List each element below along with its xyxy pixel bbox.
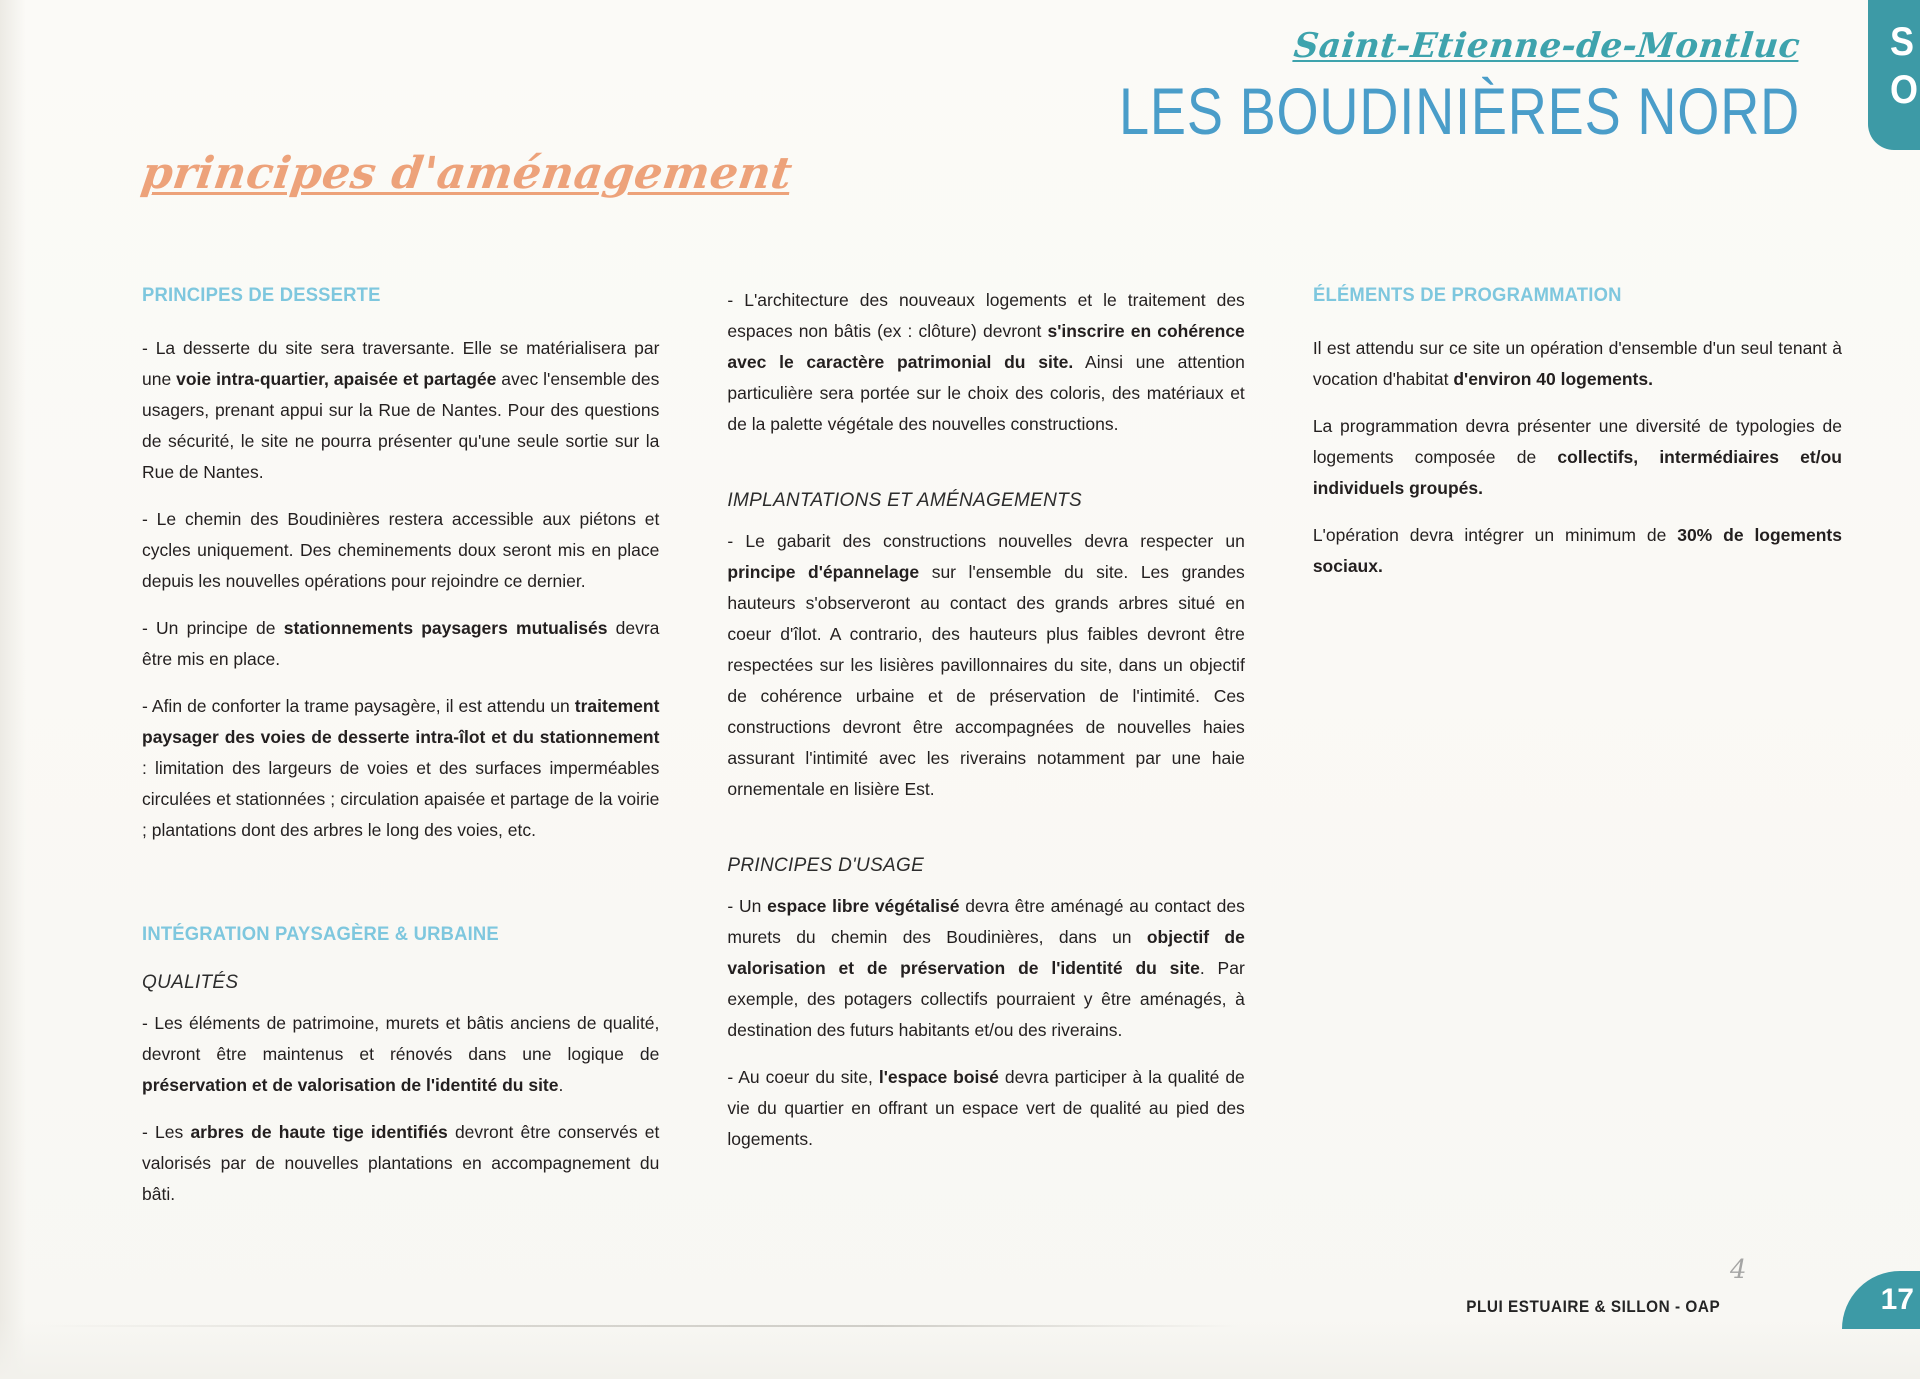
paragraph: La programmation devra présenter une diversité de typologies de logements composée de collectifs, intermédiaires et/ou individuels groupés.	[1312, 416, 1842, 498]
section-heading-integration-paysagere: INTÉGRATION PAYSAGÈRE & URBAINE	[142, 924, 499, 945]
column-1	[142, 285, 659, 1226]
paragraph: - Les arbres de haute tige identifiés devront être conservés et valorisés par de nouvelles plantations en accompagnement du bâti.	[142, 1122, 660, 1204]
section-heading-principes-desserte: PRINCIPES DE DESSERTE	[142, 285, 381, 306]
paragraph: - La desserte du site sera traversante. Elle se matérialisera par une voie intra-quartier, apaisée et partagée avec l'ensemble des usagers, prenant appui sur la Rue de Nantes. Pour des questions de sécurité, le site ne pourra présenter qu'une seule sortie sur la Rue de Nantes.	[142, 338, 660, 482]
subsection-heading-qualites: QUALITÉS	[142, 972, 239, 993]
side-tab-oap	[1868, 0, 1920, 150]
section-heading-elements-programmation: ÉLÉMENTS DE PROGRAMMATION	[1312, 285, 1622, 306]
content-columns	[142, 285, 1842, 1226]
paragraph: - Un principe de stationnements paysagers mutualisés devra être mis en place.	[142, 618, 660, 669]
oap-title: LES BOUDINIÈRES NORD	[1118, 74, 1800, 148]
subsection-heading-principes-usage: PRINCIPES D'USAGE	[727, 855, 925, 876]
subsection-heading-implantations: IMPLANTATIONS ET AMÉNAGEMENTS	[727, 490, 1083, 511]
section-spacer	[727, 821, 1244, 855]
scan-edge-left	[0, 0, 26, 1379]
paragraph: - Un espace libre végétalisé devra être aménagé au contact des murets du chemin des Boudinières, dans un objectif de valorisation et de préservation de l'identité du site. Par exemple, des potagers collectifs pourraient y être aménagés, à destination des futurs habitants et/ou des riverains.	[727, 896, 1245, 1040]
document-header	[920, 0, 1920, 146]
paragraph: L'opération devra intégrer un minimum de 30% de logements sociaux.	[1312, 525, 1842, 576]
section-spacer	[727, 456, 1244, 490]
side-tab-letter-s: S	[1890, 20, 1915, 64]
column-3	[1313, 285, 1842, 1226]
handwritten-mark: 4	[1730, 1255, 1747, 1285]
paragraph: - Le chemin des Boudinières restera accessible aux piétons et cycles uniquement. Des cheminements doux seront mis en place depuis les nouvelles opérations pour rejoindre ce dernier.	[142, 509, 660, 591]
page-title: principes d'aménagement	[138, 148, 796, 199]
commune-name: Saint-Etienne-de-Montluc	[1291, 26, 1803, 66]
side-tab-letter-o: O	[1890, 68, 1919, 112]
footer-document-label: PLUI ESTUAIRE & SILLON - OAP	[1466, 1297, 1720, 1316]
scan-edge-bottom	[0, 1319, 1920, 1379]
scan-fold-line	[40, 1325, 1240, 1327]
paragraph: - Les éléments de patrimoine, murets et bâtis anciens de qualité, devront être maintenus et rénovés dans une logique de préservation et de valorisation de l'identité du site.	[142, 1013, 660, 1095]
paragraph: - Au coeur du site, l'espace boisé devra participer à la qualité de vie du quartier en offrant un espace vert de qualité au pied des logements.	[727, 1067, 1245, 1149]
section-spacer	[142, 862, 659, 924]
paragraph: Il est attendu sur ce site un opération d'ensemble d'un seul tenant à vocation d'habitat d'environ 40 logements.	[1312, 338, 1842, 389]
paragraph: - Afin de conforter la trame paysagère, il est attendu un traitement paysager des voies de desserte intra-îlot et du stationnement : limitation des largeurs de voies et des surfaces imperméables circulées et stationnées ; circulation apaisée et partage de la voirie ; plantations dont des arbres le long des voies, etc.	[142, 696, 660, 840]
column-2	[727, 285, 1244, 1226]
page-number-badge: 17	[1842, 1271, 1920, 1329]
paragraph: - Le gabarit des constructions nouvelles devra respecter un principe d'épannelage sur l'ensemble du site. Les grandes hauteurs s'observeront au contact des grands arbres situé en coeur d'îlot. A contrario, des hauteurs plus faibles devront être respectées sur les lisières pavillonnaires du site, dans un objectif de cohérence urbaine et de préservation de l'intimité. Ces constructions devront être accompagnées de nouvelles haies assurant l'intimité avec les riverains notamment par une haie ornementale en lisière Est.	[727, 531, 1245, 799]
paragraph: - L'architecture des nouveaux logements et le traitement des espaces non bâtis (ex : clôture) devront s'inscrire en cohérence avec le caractère patrimonial du site. Ainsi une attention particulière sera portée sur le choix des coloris, des matériaux et de la palette végétale des nouvelles constructions.	[727, 290, 1245, 434]
